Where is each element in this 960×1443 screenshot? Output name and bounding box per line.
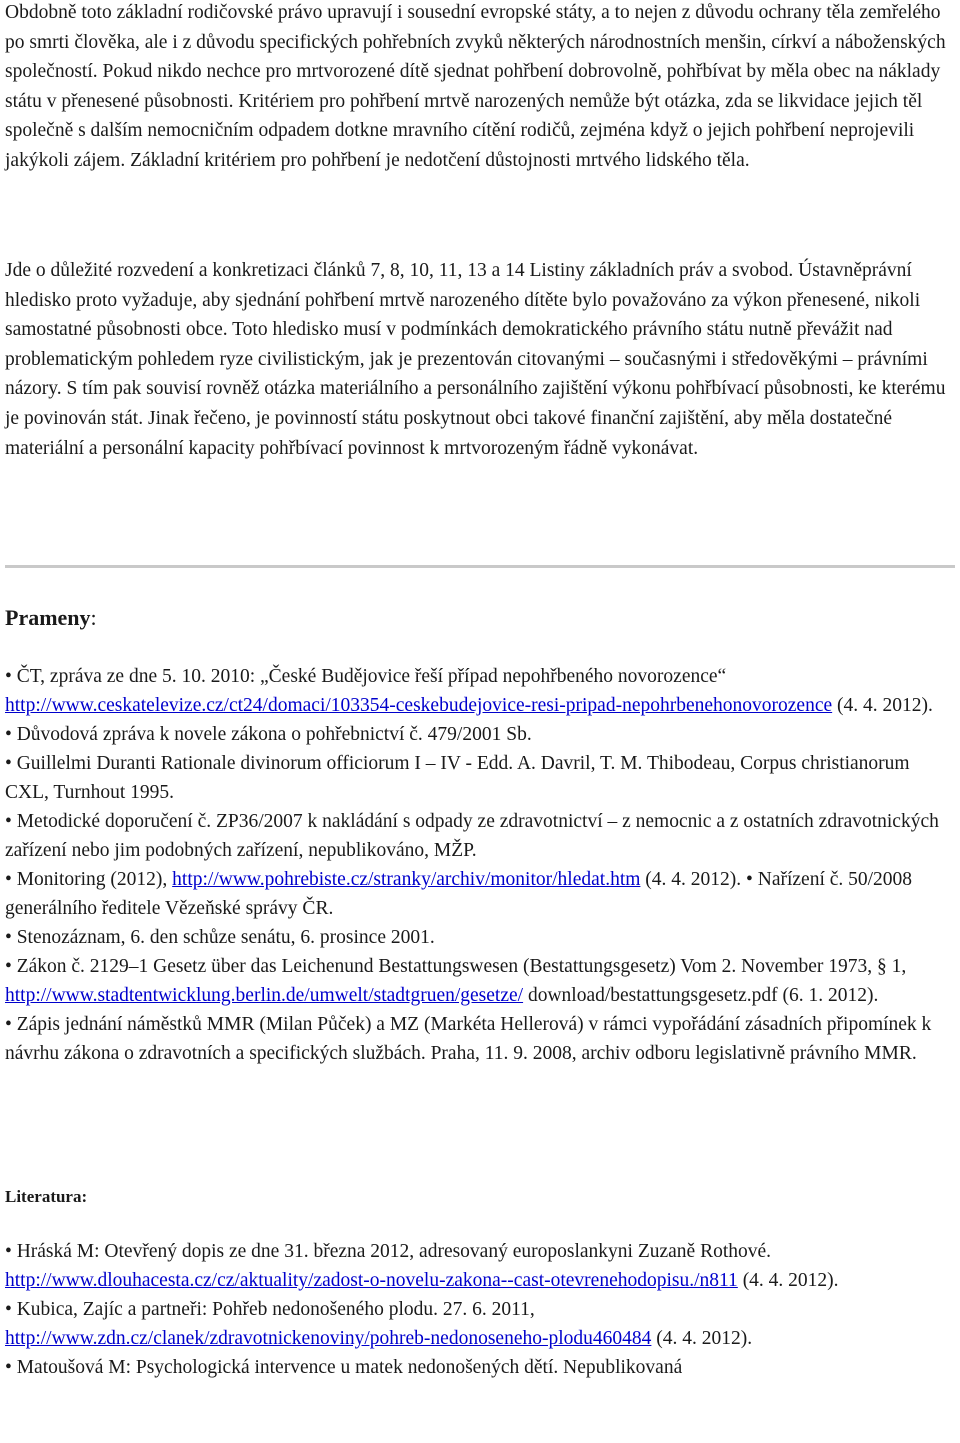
list-item: • Zákon č. 2129–1 Gesetz über das Leichenund Bestattungswesen (Bestattungsgesetz) Vom 2. November 1973, § 1, http://www.stadtentwicklung.berlin.de/umwelt/stadtgruen/gesetze/ download/bestattungsgesetz.pdf (6. 1. 2012).: [5, 956, 907, 1006]
source-link[interactable]: http://www.pohrebiste.cz/stranky/archiv/monitor/hledat.htm: [172, 869, 641, 890]
body-paragraph-2: Jde o důležité rozvedení a konkretizaci článků 7, 8, 10, 11, 13 a 14 Listiny základních práv a svobod. Ústavněprávní hledisko proto vyžaduje, aby sjednání pohřbení mrtvě narozeného dítěte bylo považováno za výkon přenesené, nikoli samostatné působnosti obce. Toto hledisko musí v podmínkách demokratického právního státu nutně převážit nad problematickým pohledem ryze civilistickým, jak je prezentován citovanými – současnými i středověkými – právními názory. S tím pak souvisí rovněž otázka materiálního a personálního zajištění výkonu pohřbívací působnosti, ke kterému je povinován stát. Jinak řečeno, je povinností státu poskytnout obci takové finanční zajištění, aby měla dostatečné materiální a personální kapacity pohřbívací povinnost k mrtvorozeným řádně vykonávat.: [5, 260, 946, 459]
sources-list: [5, 662, 955, 1068]
literature-link[interactable]: http://www.dlouhacesta.cz/cz/aktuality/zadost-o-novelu-zakona--cast-otevrenehodopisu./n811: [5, 1270, 738, 1291]
literature-heading: Literatura:: [5, 1187, 88, 1206]
list-item: • Metodické doporučení č. ZP36/2007 k nakládání s odpady ze zdravotnictví – z nemocnic a z ostatních zdravotnických zařízení nebo jim podobných zařízení, nepublikováno, MŽP.: [5, 811, 939, 861]
sources-heading: [5, 603, 97, 633]
list-item: • Stenozáznam, 6. den schůze senátu, 6. prosince 2001.: [5, 927, 435, 948]
list-item: • Důvodová zpráva k novele zákona o pohřebnictví č. 479/2001 Sb.: [5, 724, 532, 745]
list-item: • Hráská M: Otevřený dopis ze dne 31. března 2012, adresovaný europoslankyni Zuzaně Rothové. http://www.dlouhacesta.cz/cz/aktuality/zadost-o-novelu-zakona--cast-otevrenehodopisu./n811 (4. 4. 2012).: [5, 1241, 839, 1291]
section-divider: [5, 565, 955, 568]
list-item: • Guillelmi Duranti Rationale divinorum officiorum I – IV - Edd. A. Davril, T. M. Thibodeau, Corpus christianorum CXL, Turnhout 1995.: [5, 753, 910, 803]
literature-link[interactable]: http://www.zdn.cz/clanek/zdravotnickenoviny/pohreb-nedonoseneho-plodu460484: [5, 1328, 652, 1349]
source-link[interactable]: http://www.ceskatelevize.cz/ct24/domaci/103354-ceskebudejovice-resi-pripad-nepohrbenehonovorozence: [5, 695, 833, 716]
list-item: • Zápis jednání náměstků MMR (Milan Půček) a MZ (Markéta Hellerová) v rámci vypořádání zásadních připomínek k návrhu zákona o zdravotních a specifických službách. Praha, 11. 9. 2008, archiv odboru legislativně právního MMR.: [5, 1014, 932, 1064]
sources-heading-colon: :: [90, 605, 97, 630]
list-item: • ČT, zpráva ze dne 5. 10. 2010: „České Budějovice řeší případ nepohřbeného novorozence“ http://www.ceskatelevize.cz/ct24/domaci/103354-ceskebudejovice-resi-pripad-nepohrbenehonovorozence (4. 4. 2012).: [5, 666, 933, 716]
literature-list: [5, 1237, 955, 1382]
list-item: • Kubica, Zajíc a partneři: Pohřeb nedonošeného plodu. 27. 6. 2011, http://www.zdn.cz/clanek/zdravotnickenoviny/pohreb-nedonoseneho-plodu460484 (4. 4. 2012).: [5, 1299, 753, 1349]
sources-heading-text: Prameny: [5, 605, 91, 630]
list-item: • Matoušová M: Psychologická intervence u matek nedonošených dětí. Nepublikovaná: [5, 1357, 683, 1378]
body-paragraph-1: Obdobně toto základní rodičovské právo upravují i sousední evropské státy, a to nejen z důvodu ochrany těla zemřelého po smrti člověka, ale i z důvodu specifických pohřebních zvyků některých národnostních menšin, církví a náboženských společností. Pokud nikdo nechce pro mrtvorozené dítě sjednat pohřbení dobrovolně, pohřbívat by měla obec na náklady státu v přenesené působnosti. Kritériem pro pohřbení mrtvě narozených nemůže být otázka, zda se likvidace jejich těl společně s dalším nemocničním odpadem dotkne mravního cítění rodičů, zejména když o jejich pohřbení neprojevili jakýkoli zájem. Základní kritériem pro pohřbení je nedotčení důstojnosti mrtvého lidského těla.: [5, 2, 946, 171]
list-item: • Monitoring (2012), http://www.pohrebiste.cz/stranky/archiv/monitor/hledat.htm (4. 4. 2012). • Nařízení č. 50/2008 generálního ředitele Vězeňské správy ČR.: [5, 869, 913, 919]
source-link[interactable]: http://www.stadtentwicklung.berlin.de/umwelt/stadtgruen/gesetze/: [5, 985, 524, 1006]
